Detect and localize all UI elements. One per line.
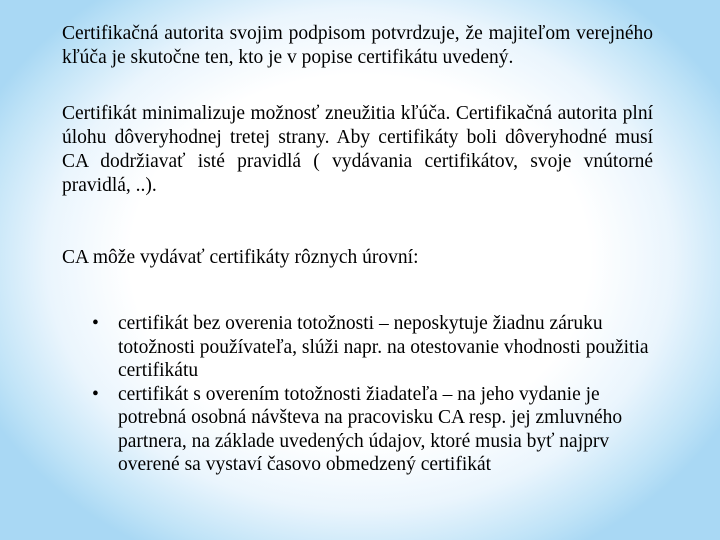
bullet-icon: • xyxy=(92,383,99,405)
list-item xyxy=(92,312,662,383)
list-item xyxy=(92,383,662,477)
paragraph-certificate-trust: Certifikát minimalizuje možnosť zneužitia kľúča. Certifikačná autorita plní úlohu dôveryhodnej tretej strany. Aby certifikáty boli dôveryhodné musí CA dodržiavať isté pravidlá ( vydávania certifikátov, svoje vnútorné pravidlá, ..). xyxy=(62,103,653,196)
list-item-text: certifikát s overením totožnosti žiadateľa – na jeho vydanie je potrebná osobná návšteva na pracovisku CA resp. jej zmluvného partnera, na základe uvedených údajov, ktoré musia byť najprv overené sa vystaví časovo obmedzený certifikát xyxy=(118,383,623,475)
bullet-icon: • xyxy=(92,313,99,334)
list-item-text: certifikát bez overenia totožnosti – neposkytuje žiadnu záruku totožnosti používateľa, slúži napr. na otestovanie vhodnosti použitia certifikátu xyxy=(118,313,649,381)
paragraph-ca-signature: Certifikačná autorita svojim podpisom potvrdzuje, že majiteľom verejného kľúča je skutočne ten, kto je v popise certifikátu uvedený. xyxy=(62,23,653,68)
certificate-levels-list xyxy=(92,312,662,477)
paragraph-certificate-levels: CA môže vydávať certifikáty rôznych úrovní: xyxy=(62,247,419,268)
